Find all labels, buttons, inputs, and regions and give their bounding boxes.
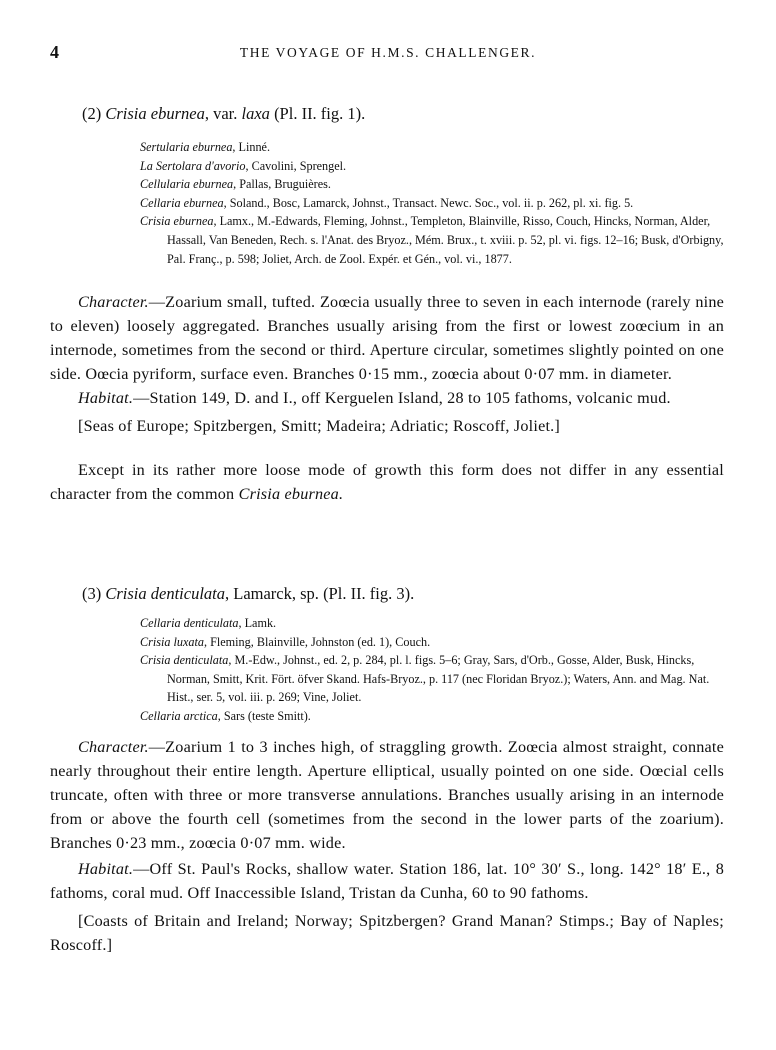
species-variety-prefix: var.	[213, 104, 242, 123]
running-title: THE VOYAGE OF H.M.S. CHALLENGER.	[239, 45, 537, 60]
synonym-entry: Crisia luxata, Fleming, Blainville, Johnston (ed. 1), Couch.	[140, 634, 431, 649]
species-1-description	[50, 290, 724, 506]
synonym-entry: Crisia denticulata, M.-Edw., Johnst., ed. 2, p. 284, pl. l. figs. 5–6; Gray, Sars, d'Orb., Gosse, Alder, Busk, Hincks, Norman, Smitt, Krit. Fört. öfver Skand. Hafs-Bryoz., p. 117 (nec Floridan Bryoz.); Waters, Ann. and Mag. Nat. Hist., ser. 5, vol. iii. p. 269; Vine, Joliet.	[140, 653, 710, 705]
habitat-paragraph: Habitat.—Station 149, D. and I., off Kerguelen Island, 28 to 105 fathoms, volcanic mud.	[78, 389, 671, 407]
species-variety: laxa	[241, 104, 270, 123]
page-number: 4	[50, 42, 59, 62]
species-number: (2)	[82, 104, 102, 123]
synonym-entry: Crisia eburnea, Lamx., M.-Edwards, Fleming, Johnst., Templeton, Blainville, Risso, Couch, Hincks, Norman, Alder, Hassall, Van Beneden, Rech. s. l'Anat. des Bryoz., Mém. Brux., t. xviii. p. 52, pl. vi. figs. 12–16; Busk, d'Orbigny, Pal. Franç., p. 598; Joliet, Arch. de Zool. Expér. et Gén., vol. vi., 1877.	[140, 214, 724, 266]
synonym-entry: Cellularia eburnea, Pallas, Bruguières.	[140, 177, 331, 192]
distribution-paragraph: [Seas of Europe; Spitzbergen, Smitt; Madeira; Adriatic; Roscoff, Joliet.]	[78, 417, 560, 435]
synonymy-list-2	[140, 614, 726, 726]
synonym-entry: Cellaria eburnea, Soland., Bosc, Lamarck, Johnst., Transact. Newc. Soc., vol. ii. p. 262, pl. xi. fig. 5.	[140, 195, 634, 210]
plate-reference: (Pl. II. fig. 3).	[323, 584, 415, 603]
distribution-paragraph: [Coasts of Britain and Ireland; Norway; Spitzbergen? Grand Manan? Stimps.; Bay of Naples; Roscoff.]	[50, 912, 724, 954]
plate-reference: (Pl. II. fig. 1).	[274, 104, 366, 123]
species-number: (3)	[82, 584, 102, 603]
remark-paragraph: Except in its rather more loose mode of growth this form does not differ in any essential character from the common Crisia eburnea.	[50, 461, 724, 503]
species-authority: , Lamarck, sp.	[225, 584, 319, 603]
species-heading-crisia-eburnea: (2) Crisia eburnea, var. laxa (Pl. II. fig. 1).	[82, 104, 366, 123]
character-paragraph: Character.—Zoarium small, tufted. Zoœcia usually three to seven in each internode (rarely nine to eleven) loosely aggregated. Branches usually arising from the first or lowest zoœcium in an internode, sometimes from the second or third. Aperture circular, sometimes slightly pointed on one side. Oœcia pyriform, surface even. Branches 0·15 mm., zoœcia about 0·07 mm. in diameter.	[50, 293, 724, 383]
synonymy-list-1	[140, 138, 726, 268]
synonym-entry: Sertularia eburnea, Linné.	[140, 140, 270, 154]
synonym-entry: Cellaria arctica, Sars (teste Smitt).	[140, 708, 311, 723]
synonym-entry: La Sertolara d'avorio, Cavolini, Sprengel.	[140, 158, 347, 173]
species-name: Crisia denticulata	[105, 584, 225, 603]
synonym-entry: Cellaria denticulata, Lamk.	[140, 616, 277, 630]
character-paragraph: Character.—Zoarium 1 to 3 inches high, of straggling growth. Zoœcia almost straight, connate nearly throughout their entire length. Aperture elliptical, usually pointed on one side. Oœcial cells truncate, often with three or more transverse annulations. Branches usually arising in an internode from or above the fourth cell (sometimes from the second in the lower parts of the zoarium). Branches 0·23 mm., zoœcia 0·07 mm. wide.	[50, 738, 724, 852]
running-head	[50, 42, 726, 64]
species-name: Crisia eburnea	[105, 104, 205, 123]
species-heading-crisia-denticulata	[82, 584, 414, 604]
habitat-paragraph: Habitat.—Off St. Paul's Rocks, shallow water. Station 186, lat. 10° 30′ S., long. 142° 18′ E., 8 fathoms, coral mud. Off Inaccessible Island, Tristan da Cunha, 60 to 90 fathoms.	[50, 860, 724, 902]
species-2-description	[50, 735, 724, 957]
